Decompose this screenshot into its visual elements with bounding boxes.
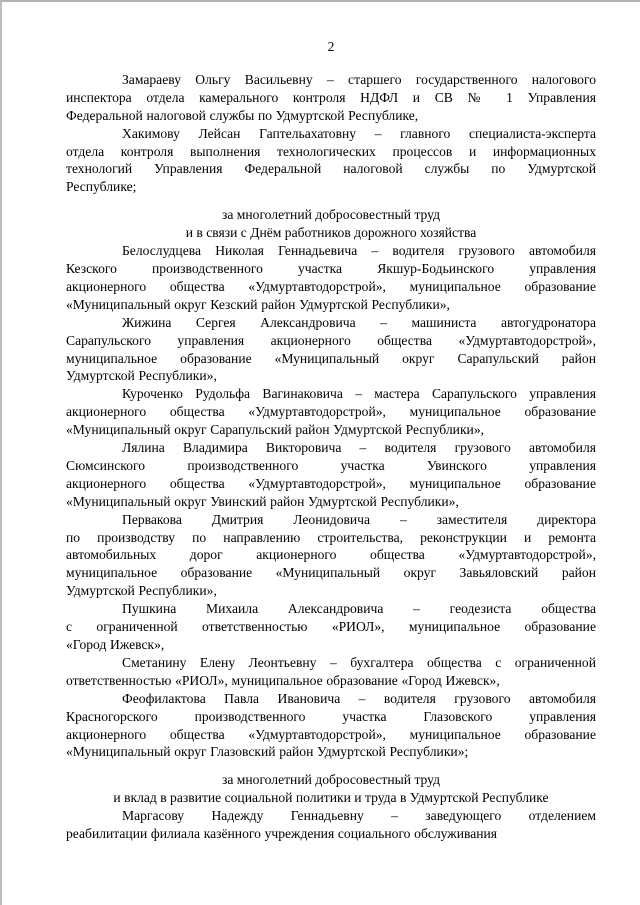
paragraph-line: автомобильных дорог акционерного общества «Удмуртавтодорстрой», — [66, 547, 596, 563]
paragraph-line: «Муниципальный округ Сарапульский район Удмуртской Республики», — [66, 422, 485, 438]
paragraph-line: муниципальное образование «Муниципальный округ Завьяловский район — [66, 565, 596, 581]
paragraph-line: ответственностью «РИОЛ», муниципальное образование «Город Ижевск», — [66, 672, 500, 688]
section-heading-line: и вклад в развитие социальной политики и труда в Удмуртской Республике — [113, 790, 549, 806]
paragraph-line: Кезского производственного участка Якшур-Бодьинского управления — [66, 260, 596, 276]
paragraph — [66, 71, 596, 125]
paragraph-line: по производству по направлению строительства, реконструкции и ремонта — [66, 529, 596, 545]
paragraph — [66, 242, 596, 314]
paragraph-line: «Муниципальный округ Глазовский район Удмуртской Республики»; — [66, 744, 469, 760]
paragraph — [66, 314, 596, 386]
paragraph-line: акционерного общества «Удмуртавтодорстрой», муниципальное образование — [66, 726, 596, 742]
paragraph-line: Удмуртской Республики», — [66, 368, 217, 384]
paragraph — [66, 385, 596, 439]
paragraph-line: Лялина Владимира Викторовича – водителя грузового автомобиля — [122, 440, 596, 456]
paragraph-line: инспектора отдела камерального контроля НДФЛ и СВ № 1 Управления — [66, 89, 596, 105]
paragraph-line: Сметанину Елену Леонтьевну – бухгалтера общества с ограниченной — [122, 654, 596, 670]
document-section — [66, 771, 596, 843]
paragraph-line: Замараеву Ольгу Васильевну – старшего государственного налогового — [122, 71, 596, 87]
paragraph-line: Пушкина Михаила Александровича – геодезиста общества — [122, 601, 596, 617]
paragraph — [66, 125, 596, 197]
paragraph-line: «Город Ижевск», — [66, 637, 165, 652]
paragraph — [66, 690, 596, 762]
section-heading-line: за многолетний добросовестный труд — [221, 772, 441, 788]
section-heading — [66, 206, 596, 242]
paragraph-line: акционерного общества «Удмуртавтодорстрой», муниципальное образование — [66, 475, 596, 491]
paragraph — [66, 807, 596, 843]
paragraph — [66, 600, 596, 654]
paragraph-line: муниципальное образование «Муниципальный округ Сарапульский район — [66, 350, 596, 366]
paragraph-line: акционерного общества «Удмуртавтодорстрой», муниципальное образование — [66, 278, 596, 294]
paragraph-line: акционерного общества «Удмуртавтодорстрой», муниципальное образование — [66, 404, 596, 420]
paragraph-line: Удмуртской Республики», — [66, 583, 217, 599]
paragraph-line: Сюмсинского производственного участка Увинского управления — [66, 457, 596, 473]
paragraph — [66, 511, 596, 601]
paragraph-line: отдела контроля выполнения технологических процессов и информационных — [66, 143, 596, 159]
paragraph — [66, 439, 596, 511]
paragraph-line: Жижина Сергея Александровича – машиниста автогудронатора — [122, 314, 596, 330]
section-heading — [66, 771, 596, 807]
paragraph-line: Красногорского производственного участка Глазовского управления — [66, 708, 596, 724]
page-number: 2 — [327, 39, 335, 54]
section-heading-line: и в связи с Днём работников дорожного хозяйства — [185, 225, 477, 241]
paragraph-line: реабилитации филиала казённого учреждения социального обслуживания — [66, 826, 498, 842]
paragraph-line: Куроченко Рудольфа Вагинаковича – мастера Сарапульского управления — [122, 386, 596, 402]
document-section — [66, 71, 596, 196]
paragraph-line: Хакимову Лейсан Гаптельахатовну – главного специалиста-эксперта — [122, 125, 596, 141]
paragraph-line: Федеральной налоговой службы по Удмуртской Республике, — [66, 107, 419, 123]
document-section — [66, 206, 596, 761]
paragraph-line: с ограниченной ответственностью «РИОЛ», муниципальное образование — [66, 619, 596, 635]
paragraph-line: «Муниципальный округ Увинский район Удмуртской Республики», — [66, 493, 459, 509]
paragraph-line: Феофилактова Павла Ивановича – водителя грузового автомобиля — [122, 690, 596, 706]
paragraph-line: Маргасову Надежду Геннадьевну – заведующего отделением — [122, 808, 596, 824]
section-heading-line: за многолетний добросовестный труд — [221, 207, 441, 223]
document-body — [66, 71, 596, 843]
paragraph-line: Первакова Дмитрия Леонидовича – заместителя директора — [122, 511, 596, 527]
paragraph-line: «Муниципальный округ Кезский район Удмуртской Республики», — [66, 296, 450, 312]
paragraph-line: технологий Управления Федеральной налоговой службы по Удмуртской — [66, 161, 596, 177]
paragraph-line: Сарапульского управления акционерного общества «Удмуртавтодорстрой», — [66, 332, 596, 348]
paragraph-line: Республике; — [66, 179, 137, 195]
paragraph-line: Белослудцева Николая Геннадьевича – водителя грузового автомобиля — [122, 243, 596, 259]
paragraph — [66, 654, 596, 690]
